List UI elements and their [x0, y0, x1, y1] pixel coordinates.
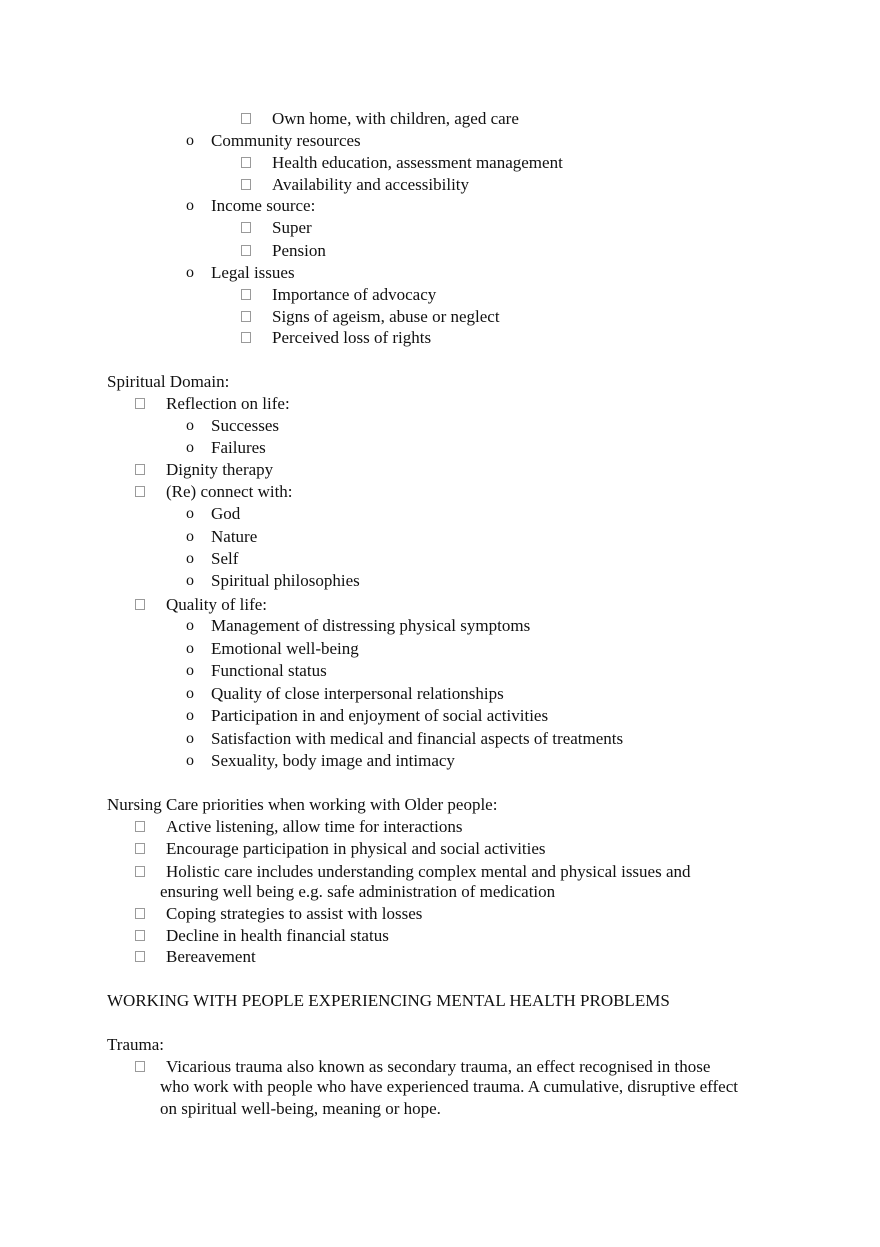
square-bullet-icon	[241, 113, 251, 124]
circle-bullet-icon: o	[186, 439, 194, 456]
list-item: Participation in and enjoyment of social activities	[211, 706, 549, 725]
square-bullet-icon	[135, 843, 145, 854]
list-item: Encourage participation in physical and social activities	[166, 839, 546, 858]
list-item: Sexuality, body image and intimacy	[211, 751, 455, 770]
list-item: Super	[272, 218, 312, 237]
circle-bullet-icon: o	[186, 264, 194, 281]
list-item: Decline in health financial status	[166, 926, 389, 945]
list-item: Quality of life:	[166, 595, 268, 614]
list-item: Reflection on life:	[166, 394, 290, 413]
list-item: Income source:	[211, 196, 316, 215]
circle-bullet-icon: o	[186, 730, 194, 747]
paragraph-line: on spiritual well-being, meaning or hope.	[160, 1099, 441, 1118]
list-item: Bereavement	[166, 947, 256, 966]
list-item: Pension	[272, 241, 326, 260]
circle-bullet-icon: o	[186, 640, 194, 657]
section-heading: Trauma:	[107, 1035, 164, 1054]
square-bullet-icon	[241, 311, 251, 322]
list-item: Failures	[211, 438, 266, 457]
circle-bullet-icon: o	[186, 662, 194, 679]
square-bullet-icon	[241, 332, 251, 343]
circle-bullet-icon: o	[186, 550, 194, 567]
list-item: Spiritual philosophies	[211, 571, 360, 590]
square-bullet-icon	[135, 1061, 145, 1072]
list-item: Legal issues	[211, 263, 295, 282]
circle-bullet-icon: o	[186, 417, 194, 434]
circle-bullet-icon: o	[186, 707, 194, 724]
list-item: God	[211, 504, 241, 523]
list-item: Importance of advocacy	[272, 285, 437, 304]
square-bullet-icon	[135, 486, 145, 497]
circle-bullet-icon: o	[186, 617, 194, 634]
square-bullet-icon	[135, 821, 145, 832]
list-item: (Re) connect with:	[166, 482, 293, 501]
square-bullet-icon	[135, 866, 145, 877]
section-title: WORKING WITH PEOPLE EXPERIENCING MENTAL HEALTH PROBLEMS	[107, 991, 670, 1010]
square-bullet-icon	[135, 599, 145, 610]
circle-bullet-icon: o	[186, 685, 194, 702]
square-bullet-icon	[135, 398, 145, 409]
square-bullet-icon	[135, 930, 145, 941]
paragraph-line: who work with people who have experienced trauma. A cumulative, disruptive effect	[160, 1077, 738, 1096]
paragraph-line: Vicarious trauma also known as secondary trauma, an effect recognised in those	[166, 1057, 711, 1076]
circle-bullet-icon: o	[186, 752, 194, 769]
list-item: Management of distressing physical symptoms	[211, 616, 531, 635]
list-item: Successes	[211, 416, 279, 435]
list-item: Dignity therapy	[166, 460, 274, 479]
list-item-continuation: ensuring well being e.g. safe administration of medication	[160, 882, 556, 901]
circle-bullet-icon: o	[186, 505, 194, 522]
list-item: Coping strategies to assist with losses	[166, 904, 423, 923]
list-item: Emotional well-being	[211, 639, 359, 658]
list-item: Signs of ageism, abuse or neglect	[272, 307, 500, 326]
section-heading: Spiritual Domain:	[107, 372, 230, 391]
square-bullet-icon	[135, 464, 145, 475]
list-item: Community resources	[211, 131, 361, 150]
circle-bullet-icon: o	[186, 197, 194, 214]
circle-bullet-icon: o	[186, 572, 194, 589]
circle-bullet-icon: o	[186, 528, 194, 545]
list-item: Perceived loss of rights	[272, 328, 432, 347]
list-item: Nature	[211, 527, 258, 546]
list-item: Availability and accessibility	[272, 175, 470, 194]
list-item: Functional status	[211, 661, 327, 680]
square-bullet-icon	[241, 245, 251, 256]
list-item: Satisfaction with medical and financial aspects of treatments	[211, 729, 624, 748]
list-item: Quality of close interpersonal relationships	[211, 684, 504, 703]
list-item: Own home, with children, aged care	[272, 109, 519, 128]
square-bullet-icon	[241, 157, 251, 168]
circle-bullet-icon: o	[186, 132, 194, 149]
square-bullet-icon	[241, 222, 251, 233]
square-bullet-icon	[241, 179, 251, 190]
square-bullet-icon	[135, 908, 145, 919]
list-item: Active listening, allow time for interactions	[166, 817, 463, 836]
list-item: Health education, assessment management	[272, 153, 563, 172]
list-item: Holistic care includes understanding complex mental and physical issues and	[166, 862, 691, 881]
square-bullet-icon	[135, 951, 145, 962]
section-heading: Nursing Care priorities when working with Older people:	[107, 795, 498, 814]
list-item: Self	[211, 549, 239, 568]
square-bullet-icon	[241, 289, 251, 300]
